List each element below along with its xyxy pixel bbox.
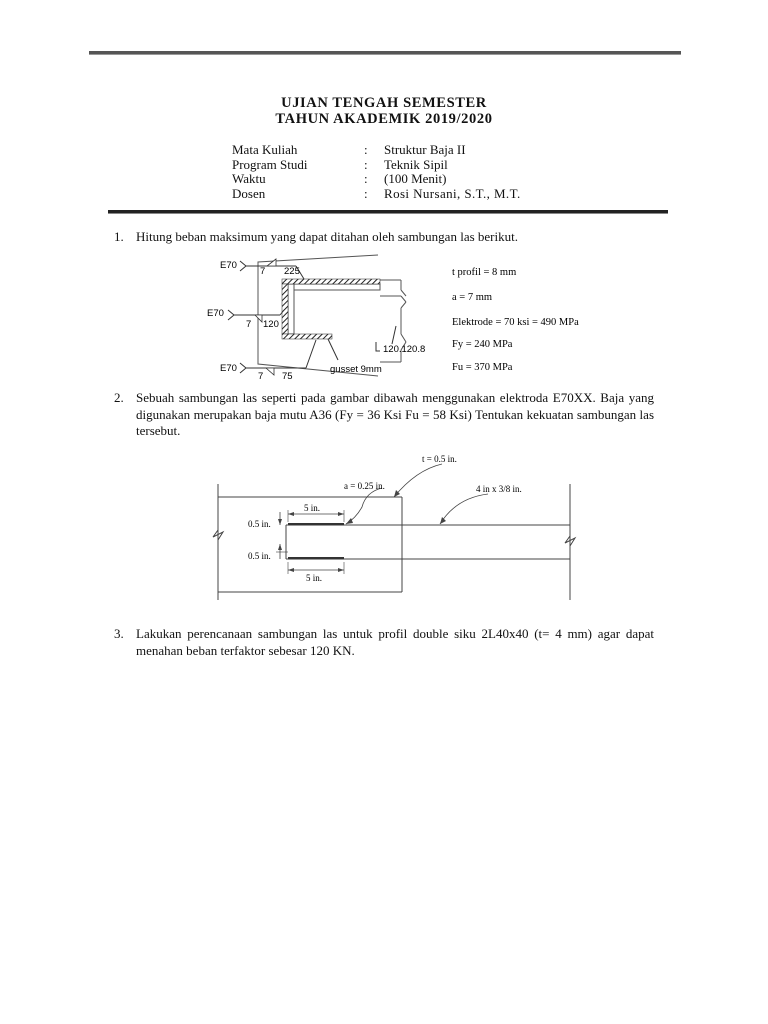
info-label: Mata Kuliah bbox=[232, 142, 298, 157]
gap-bottom-label: 0.5 in. bbox=[248, 551, 271, 561]
header-divider bbox=[108, 210, 668, 213]
weld-mid-electrode: E70 bbox=[207, 308, 224, 319]
info-separator: : bbox=[364, 142, 368, 157]
weld-bottom-line bbox=[288, 557, 344, 560]
param-t-profil: t profil = 8 mm bbox=[452, 267, 517, 278]
question-text: Hitung beban maksimum yang dapat ditahan oleh sambungan las berikut. bbox=[136, 229, 518, 244]
info-value: (100 Menit) bbox=[384, 171, 447, 186]
param-a: a = 7 mm bbox=[452, 292, 493, 303]
question-text: Sebuah sambungan las seperti pada gambar dibawah menggunakan elektroda E70XX. Baja yang digunakan merupakan baja mutu A36 (Fy = 36 Ksi Fu = 58 Ksi) Tentukan kekuatan sambungan las tersebut. bbox=[136, 390, 654, 438]
info-label: Waktu bbox=[232, 171, 266, 186]
weld-top-length: 225 bbox=[284, 266, 300, 277]
weld-mid-size: 7 bbox=[246, 319, 252, 330]
bar-size-label: 4 in x 3/8 in. bbox=[476, 484, 522, 494]
question-number: 3. bbox=[114, 626, 124, 641]
info-label: Program Studi bbox=[232, 156, 308, 172]
figure-2-lap-joint bbox=[206, 452, 586, 604]
weld-bot-size: 7 bbox=[258, 371, 264, 382]
weld-size-label: a = 0.25 in. bbox=[344, 481, 385, 491]
angle-flange bbox=[288, 284, 380, 290]
question-text: Lakukan perencanaan sambungan las untuk profil double siku 2L40x40 (t= 4 mm) agar dapat menahan beban terfaktor sebesar 120 KN. bbox=[136, 626, 654, 658]
weld-side bbox=[282, 284, 288, 334]
dim-top-label: 5 in. bbox=[304, 503, 321, 513]
info-separator: : bbox=[364, 185, 368, 201]
weld-top bbox=[282, 279, 380, 284]
weld-bot-length: 75 bbox=[282, 371, 293, 382]
weld-bot-electrode: E70 bbox=[220, 363, 237, 374]
dim-bottom-label: 5 in. bbox=[306, 573, 323, 583]
top-rule bbox=[89, 51, 681, 54]
weld-top-electrode: E70 bbox=[220, 260, 237, 271]
exam-title: UJIAN TENGAH SEMESTER bbox=[281, 95, 487, 111]
param-fu: Fu = 370 MPa bbox=[452, 362, 513, 373]
profile-label: 120.120.8 bbox=[383, 344, 426, 355]
question-number: 2. bbox=[114, 390, 124, 405]
figure-1-weld-connection bbox=[200, 252, 620, 384]
info-label: Dosen bbox=[232, 185, 266, 201]
weld-mid-length: 120 bbox=[263, 319, 279, 330]
info-value: Teknik Sipil bbox=[384, 156, 448, 172]
academic-year-title: TAHUN AKADEMIK 2019/2020 bbox=[275, 111, 493, 127]
param-elektrode: Elektrode = 70 ksi = 490 MPa bbox=[452, 317, 579, 328]
info-value: Struktur Baja II bbox=[384, 142, 466, 157]
plate-thickness-label: t = 0.5 in. bbox=[422, 454, 457, 464]
weld-top-line bbox=[288, 523, 344, 526]
angle-leg bbox=[288, 284, 294, 334]
info-separator: : bbox=[364, 171, 368, 186]
weld-bottom bbox=[282, 334, 332, 339]
info-separator: : bbox=[364, 156, 368, 172]
param-fy: Fy = 240 MPa bbox=[452, 339, 513, 350]
weld-top-size: 7 bbox=[260, 266, 266, 277]
info-value: Rosi Nursani, S.T., M.T. bbox=[384, 185, 521, 201]
gusset-label: gusset 9mm bbox=[330, 364, 382, 375]
question-number: 1. bbox=[114, 229, 124, 244]
gap-top-label: 0.5 in. bbox=[248, 519, 271, 529]
